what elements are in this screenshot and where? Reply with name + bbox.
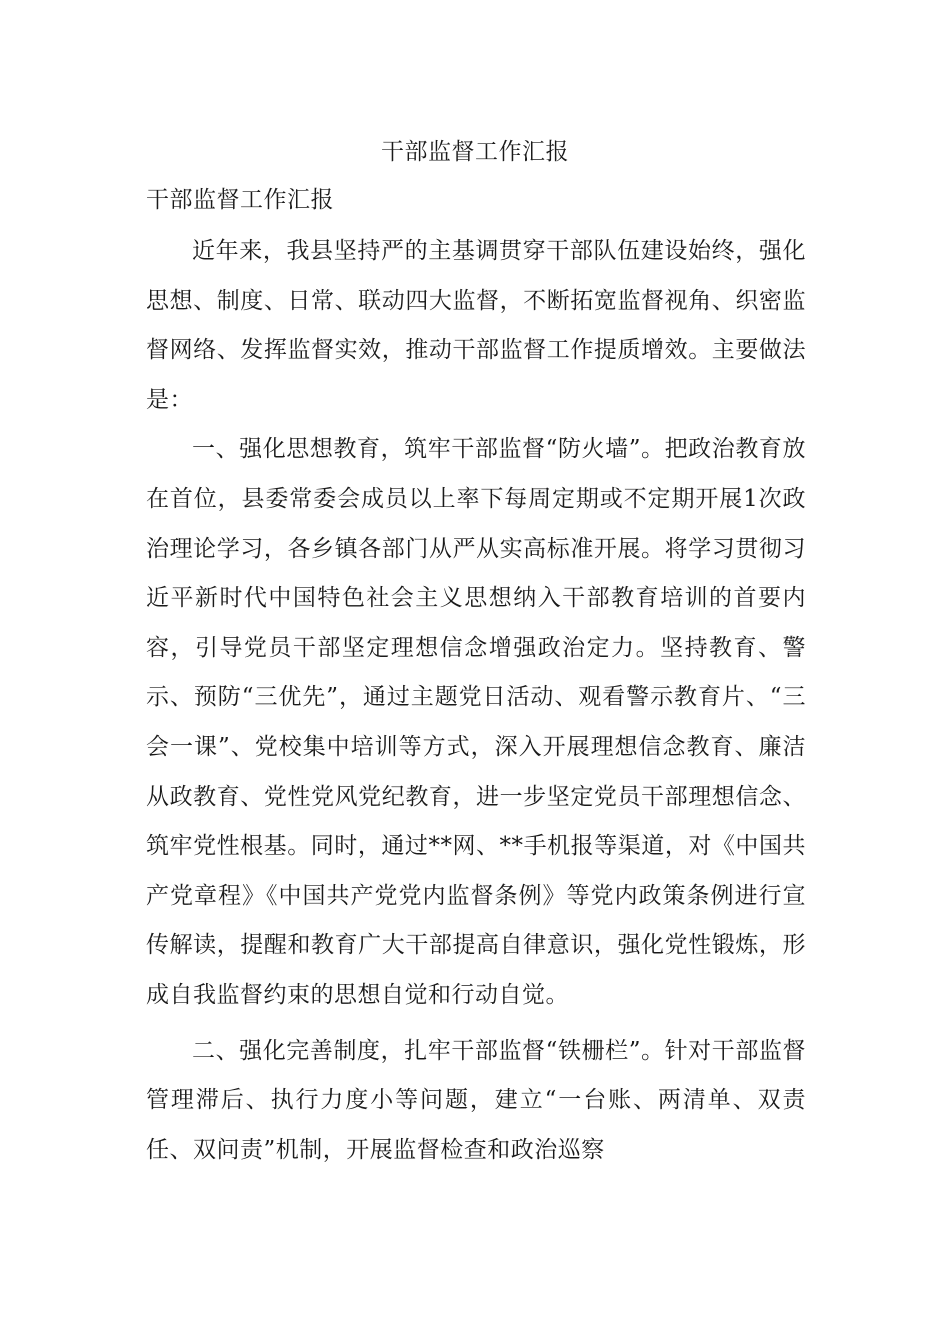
paragraph-intro: 近年来，我县坚持严的主基调贯穿干部队伍建设始终，强化思想、制度、日常、联动四大监督，不断拓宽监督视角、织密监督网络、发挥监督实效，推动干部监督工作提质增效。主要做法是：: [146, 238, 806, 413]
document-title: 干部监督工作汇报: [381, 139, 569, 165]
document-subtitle: 干部监督工作汇报: [146, 187, 334, 213]
document-body: [146, 227, 806, 1175]
paragraph-section-2: 二、强化完善制度，扎牢干部监督“铁栅栏”。针对干部监督管理滞后、执行力度小等问题，建立“一台账、两清单、双责任、双问责”机制，开展监督检查和政治巡察: [146, 1037, 806, 1163]
paragraph-section-1: 一、强化思想教育，筑牢干部监督“防火墙”。把政治教育放在首位，县委常委会成员以上率下每周定期或不定期开展1次政治理论学习，各乡镇各部门从严从实高标准开展。将学习贯彻习近平新时代中国特色社会主义思想纳入干部教育培训的首要内容，引导党员干部坚定理想信念增强政治定力。坚持教育、警示、预防“三优先”，通过主题党日活动、观看警示教育片、“三会一课”、党校集中培训等方式，深入开展理想信念教育、廉洁从政教育、党性党风党纪教育，进一步坚定党员干部理想信念、筑牢党性根基。同时，通过**网、**手机报等渠道，对《中国共产党章程》《中国共产党党内监督条例》等党内政策条例进行宣传解读，提醒和教育广大干部提高自律意识，强化党性锻炼，形成自我监督约束的思想自觉和行动自觉。: [146, 436, 806, 1008]
